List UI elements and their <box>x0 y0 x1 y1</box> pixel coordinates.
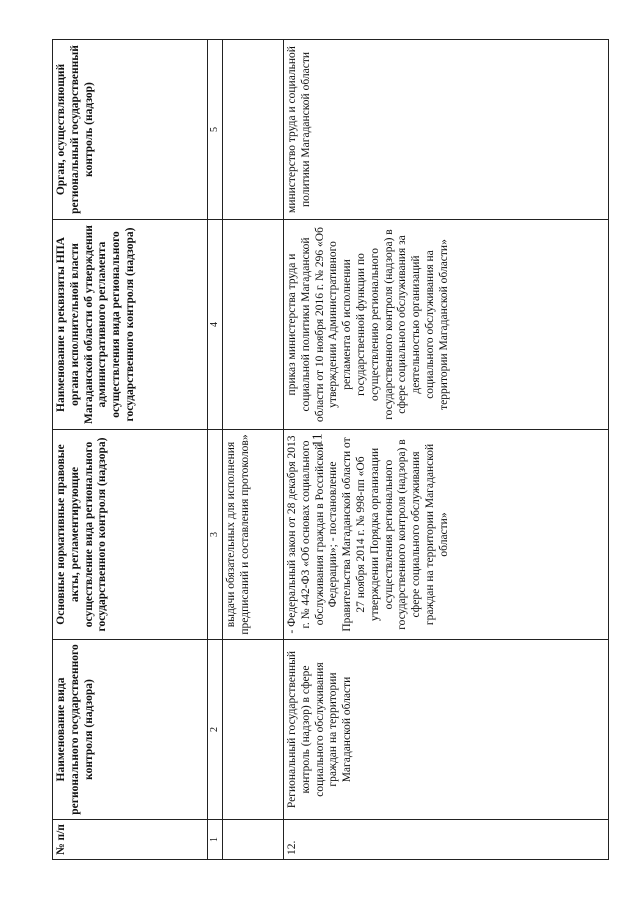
header-row <box>53 40 208 860</box>
header-regulation: Наименование и реквизиты НПА органа исполнительной власти Магаданской области об утверждении административного регламента осуществления вида регионального государственного контроля (надзора) <box>53 220 208 430</box>
cell <box>223 820 284 860</box>
table-row <box>223 40 284 860</box>
page-number: 11 <box>310 433 326 447</box>
header-number: № п/п <box>53 820 208 860</box>
table-wrapper <box>52 40 640 855</box>
normative-acts-cell: - Федеральный закон от 28 декабря 2013 г. № 442-ФЗ «Об основах социального обслуживания граждан в Российской Федерации»; - постановление Правительства Магаданской области от 27 ноября 2014 г. № 998-пп «Об утверждении Порядка организации осуществления регионального государственного контроля (надзора) в сфере социального обслуживания граждан на территории Магаданской области» <box>284 430 609 640</box>
header-control-type: Наименование вида регионального государственного контроля (надзора) <box>53 640 208 820</box>
column-number-row <box>208 40 223 860</box>
cell <box>223 640 284 820</box>
column-number: 1 <box>208 820 223 860</box>
header-normative-acts: Основные нормативные правовые акты, регламентирующие осуществление вида регионального государственного контроля (надзора) <box>53 430 208 640</box>
cell <box>223 220 284 430</box>
control-table <box>52 39 609 860</box>
control-type-cell: Региональный государственный контроль (надзор) в сфере социального обслуживания граждан на территории Магаданской области <box>284 640 609 820</box>
regulation-cell: приказ министерства труда и социальной политики Магаданской области от 10 ноября 2016 г. № 296 «Об утверждении Административного регламента об исполнении государственной функции по осуществлению регионального государственного контроля (надзора) в сфере социального обслуживания за деятельностью организаций социального обслуживания на территории Магаданской области» <box>284 220 609 430</box>
column-number: 3 <box>208 430 223 640</box>
header-authority: Орган, осуществляющий региональный государственный контроль (надзор) <box>53 40 208 220</box>
row-number: 12. <box>284 820 609 860</box>
cell: выдачи обязательных для исполнения предписаний и составления протоколов» <box>223 430 284 640</box>
column-number: 2 <box>208 640 223 820</box>
table-row <box>284 40 609 860</box>
cell <box>223 40 284 220</box>
column-number: 4 <box>208 220 223 430</box>
authority-cell: министерство труда и социальной политики Магаданской области <box>284 40 609 220</box>
column-number: 5 <box>208 40 223 220</box>
